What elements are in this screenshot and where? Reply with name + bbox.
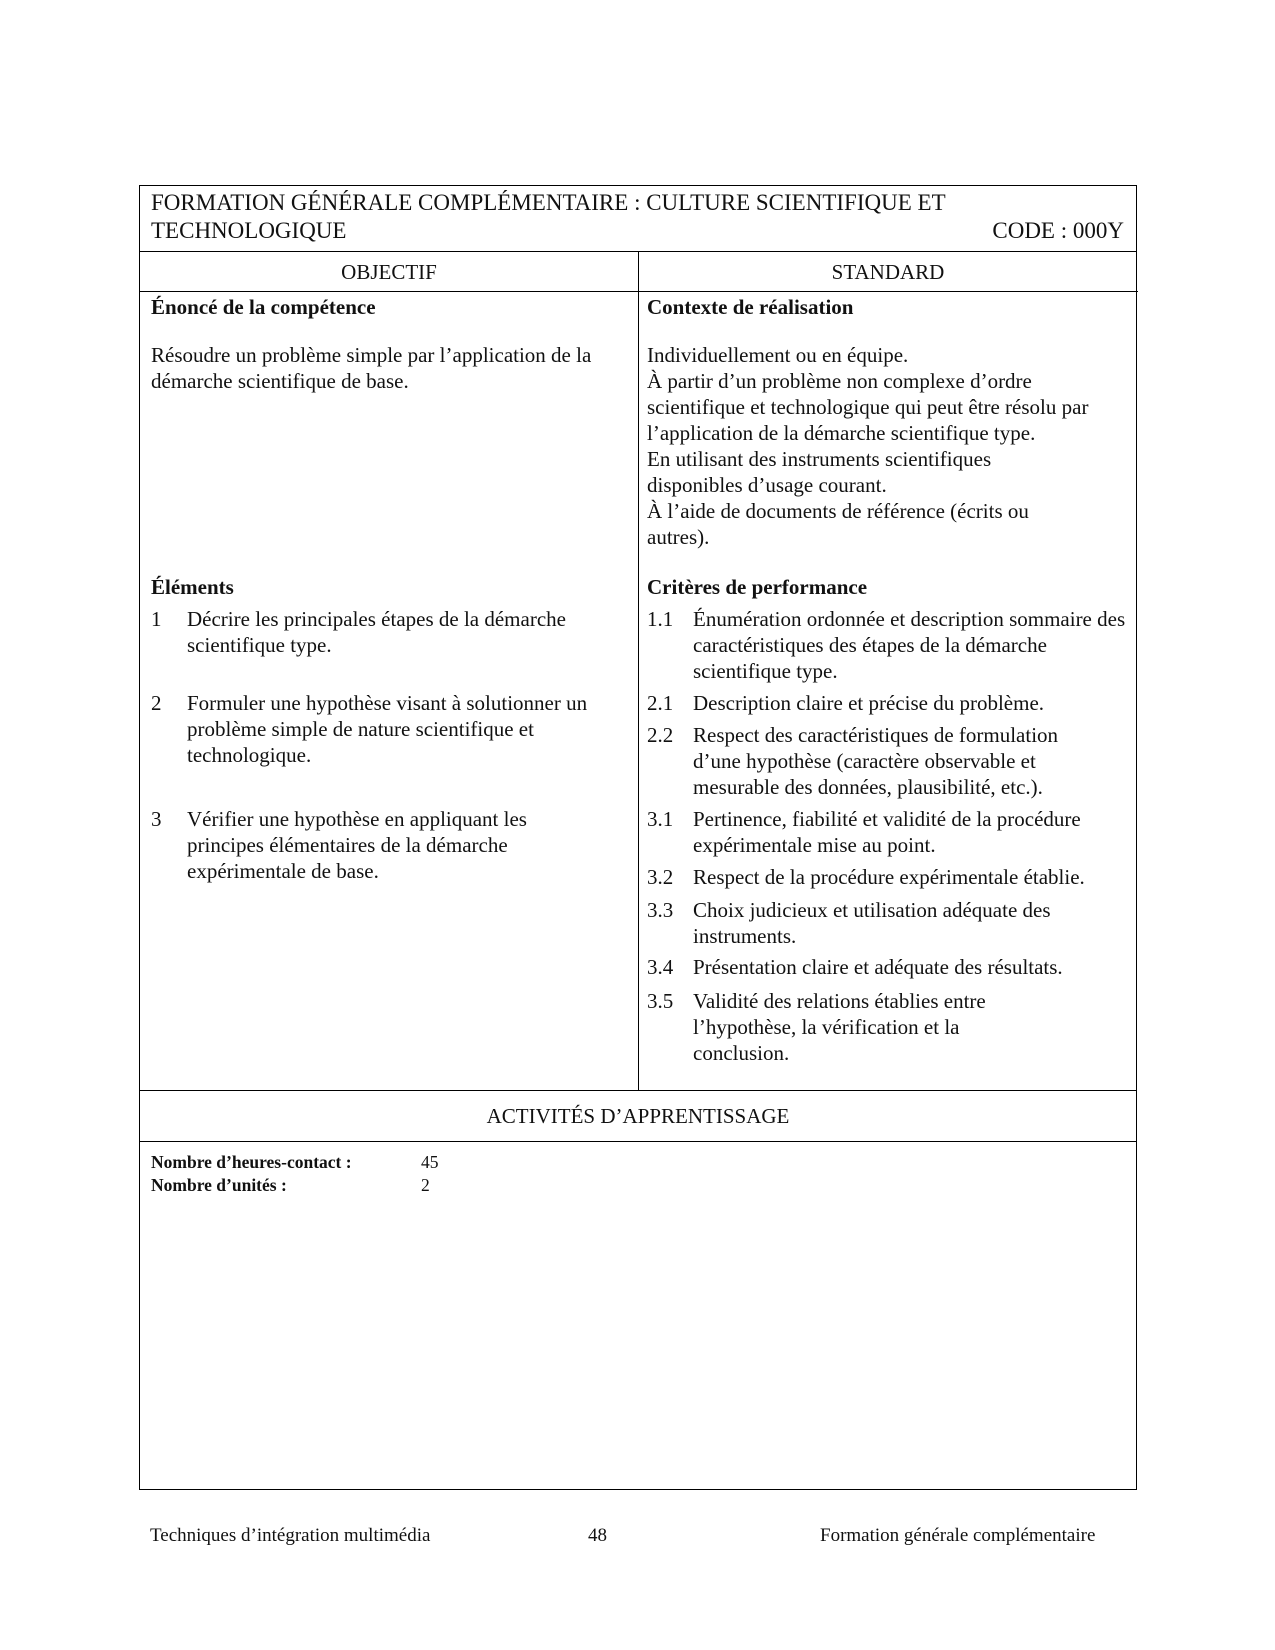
table-title	[140, 186, 1136, 252]
contexte-heading: Contexte de réalisation	[647, 295, 854, 319]
title-line-1: FORMATION GÉNÉRALE COMPLÉMENTAIRE : CULTURE SCIENTIFIQUE ET	[151, 190, 946, 215]
heures-row	[151, 1151, 439, 1174]
elements-heading: Éléments	[151, 575, 234, 599]
contexte-line: Individuellement ou en équipe.	[647, 343, 909, 367]
critere-text: Pertinence, fiabilité et validité de la procédure expérimentale mise au point.	[693, 807, 1081, 857]
element-number: 2	[151, 691, 162, 715]
course-code: CODE : 000Y	[992, 218, 1124, 243]
critere-number: 2.2	[647, 723, 674, 747]
contexte-line: À l’aide de documents de référence (écrits ou autres).	[647, 499, 1029, 549]
unites-value: 2	[421, 1175, 430, 1195]
enonce-text: Résoudre un problème simple par l’application de la démarche scientifique de base.	[151, 343, 592, 393]
critere-item	[647, 690, 1131, 716]
element-number: 1	[151, 607, 162, 631]
critere-number: 3.1	[647, 807, 674, 831]
critere-number: 3.5	[647, 989, 674, 1013]
critere-text: Présentation claire et adéquate des résultats.	[693, 955, 1063, 979]
critere-item	[647, 722, 1131, 800]
element-item	[151, 806, 631, 884]
critere-number: 3.3	[647, 898, 674, 922]
critere-item	[647, 806, 1131, 858]
critere-text: Validité des relations établies entre l’hypothèse, la vérification et la conclusion.	[693, 989, 986, 1065]
header-objectif: OBJECTIF	[140, 252, 638, 292]
critere-number: 3.2	[647, 865, 674, 889]
element-item	[151, 690, 631, 768]
critere-text: Choix judicieux et utilisation adéquate des instruments.	[693, 898, 1051, 948]
critere-item	[647, 606, 1131, 684]
critere-number: 2.1	[647, 691, 674, 715]
page-number: 48	[588, 1525, 607, 1546]
element-number: 3	[151, 807, 162, 831]
critere-number: 1.1	[647, 607, 674, 631]
element-item	[151, 606, 631, 658]
contexte-list	[647, 342, 1131, 550]
contexte-line: À partir d’un problème non complexe d’ordre scientifique et technologique qui peut être résolu par l’application de la démarche scientifique type.	[647, 369, 1089, 445]
critere-text: Description claire et précise du problème.	[693, 691, 1045, 715]
footer-right: Formation générale complémentaire	[820, 1525, 1096, 1546]
element-text: Vérifier une hypothèse en appliquant les principes élémentaires de la démarche expérimentale de base.	[187, 807, 527, 883]
title-line-2: TECHNOLOGIQUE	[151, 218, 347, 243]
critere-item	[647, 897, 1131, 949]
heures-label: Nombre d’heures-contact :	[151, 1152, 352, 1172]
criteres-heading: Critères de performance	[647, 575, 868, 599]
element-text: Décrire les principales étapes de la démarche scientifique type.	[187, 607, 566, 657]
critere-item	[647, 954, 1131, 980]
competency-table	[139, 185, 1137, 1490]
critere-item	[647, 864, 1131, 890]
heures-value: 45	[421, 1152, 439, 1172]
enonce-heading: Énoncé de la compétence	[151, 295, 376, 319]
element-text: Formuler une hypothèse visant à solutionner un problème simple de nature scientifique et technologique.	[187, 691, 588, 767]
critere-text: Respect des caractéristiques de formulation d’une hypothèse (caractère observable et mesurable des données, plausibilité, etc.).	[693, 723, 1059, 799]
critere-text: Énumération ordonnée et description sommaire des caractéristiques des étapes de la démarche scientifique type.	[693, 607, 1126, 683]
footer-left: Techniques d’intégration multimédia	[150, 1525, 431, 1546]
contexte-line: En utilisant des instruments scientifiques disponibles d’usage courant.	[647, 447, 992, 497]
unites-row	[151, 1174, 430, 1197]
critere-item	[647, 988, 1131, 1066]
activites-title: ACTIVITÉS D’APPRENTISSAGE	[140, 1090, 1136, 1142]
critere-text: Respect de la procédure expérimentale établie.	[693, 865, 1085, 889]
unites-label: Nombre d’unités :	[151, 1175, 287, 1195]
critere-number: 3.4	[647, 955, 674, 979]
header-standard: STANDARD	[638, 252, 1138, 292]
column-divider	[638, 252, 639, 1090]
